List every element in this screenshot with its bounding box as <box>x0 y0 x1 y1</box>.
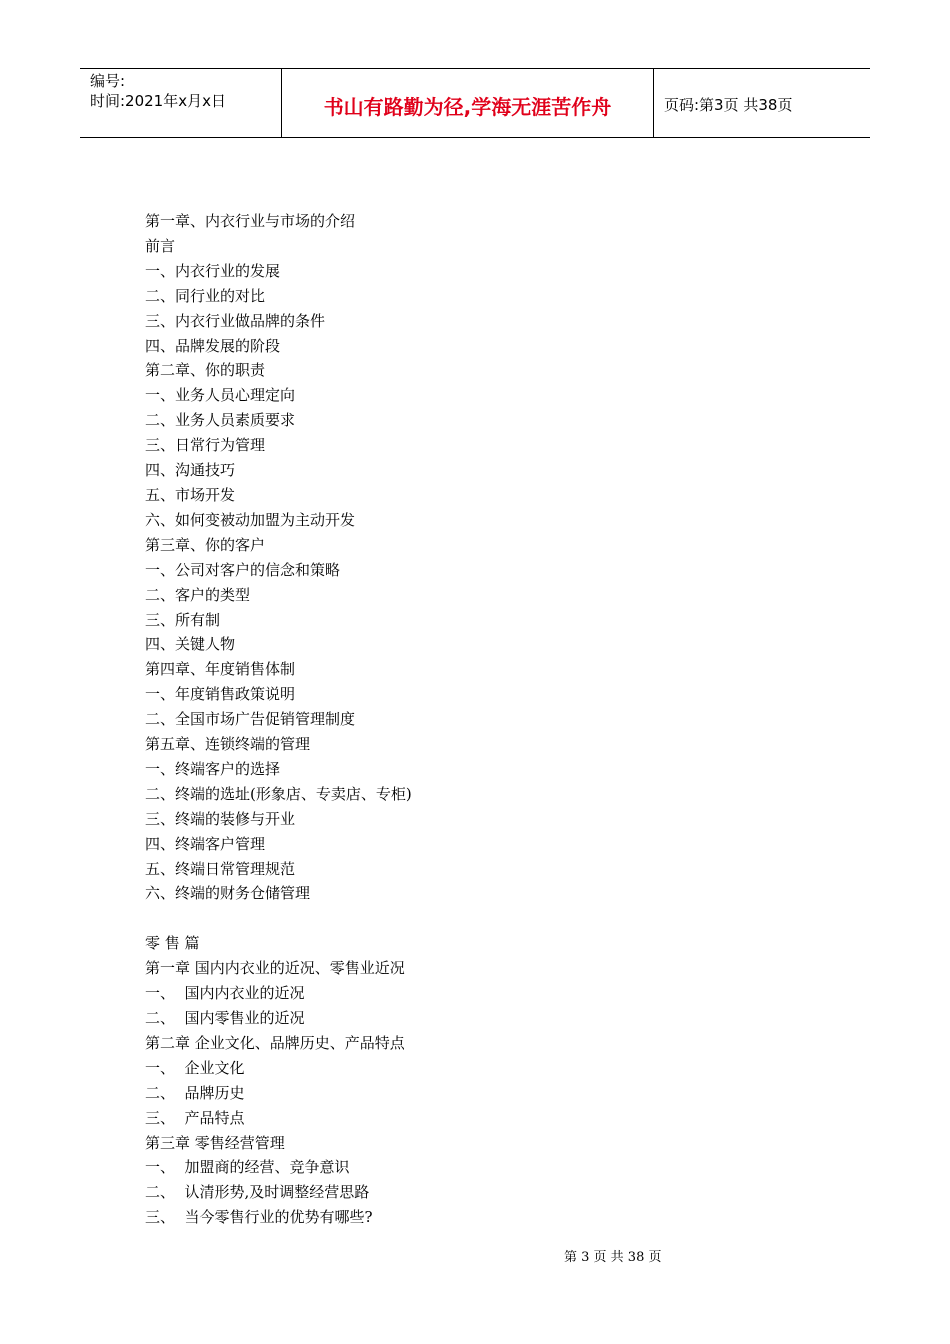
toc-item: 第五章、连锁终端的管理 <box>145 735 311 754</box>
toc-item: 零 售 篇 <box>145 934 200 953</box>
toc-item: 三、内衣行业做品牌的条件 <box>145 311 326 330</box>
toc-item: 五、终端日常管理规范 <box>145 859 296 878</box>
toc-item: 二、终端的选址(形象店、专卖店、专柜) <box>145 784 412 803</box>
toc-item: 第四章、年度销售体制 <box>145 660 296 679</box>
toc-item: 一、公司对客户的信念和策略 <box>145 560 341 579</box>
toc-item: 五、市场开发 <box>145 485 236 504</box>
header-page-info: 页码:第3页 共38页 <box>664 95 793 114</box>
toc-item: 二、全国市场广告促销管理制度 <box>145 710 356 729</box>
toc-item: 四、沟通技巧 <box>145 461 236 480</box>
toc-item: 四、终端客户管理 <box>145 834 266 853</box>
toc-item: 三、所有制 <box>145 610 221 629</box>
toc-item: 一、内衣行业的发展 <box>145 261 281 280</box>
toc-item: 第二章 企业文化、品牌历史、产品特点 <box>145 1033 405 1052</box>
toc-item: 前言 <box>145 236 176 255</box>
date-label: 时间:2021年x月x日 <box>90 92 226 110</box>
toc-item: 二、客户的类型 <box>145 585 251 604</box>
toc-item: 一、 国内内衣业的近况 <box>145 984 305 1003</box>
toc-item: 第一章 国内内衣业的近况、零售业近况 <box>145 959 405 978</box>
toc-item: 六、如何变被动加盟为主动开发 <box>145 510 356 529</box>
table-of-contents <box>145 209 412 1230</box>
header-meta <box>80 69 282 137</box>
toc-item: 四、品牌发展的阶段 <box>145 336 281 355</box>
toc-item: 四、关键人物 <box>145 635 236 654</box>
toc-item: 三、终端的装修与开业 <box>145 809 296 828</box>
toc-item: 一、业务人员心理定向 <box>145 386 296 405</box>
toc-item: 二、同行业的对比 <box>145 286 266 305</box>
toc-item: 二、业务人员素质要求 <box>145 411 296 430</box>
serial-label: 编号: <box>90 72 126 90</box>
toc-item: 第二章、你的职责 <box>145 361 266 380</box>
toc-item: 六、终端的财务仓储管理 <box>145 884 311 903</box>
toc-item: 二、 品牌历史 <box>145 1083 245 1102</box>
toc-item: 一、年度销售政策说明 <box>145 685 296 704</box>
toc-item: 二、 国内零售业的近况 <box>145 1008 305 1027</box>
toc-item: 一、 企业文化 <box>145 1058 245 1077</box>
toc-item: 三、 当今零售行业的优势有哪些? <box>145 1208 373 1227</box>
toc-spacer <box>145 906 412 931</box>
toc-item: 第一章、内衣行业与市场的介绍 <box>145 212 356 230</box>
header-motto: 书山有路勤为径,学海无涯苦作舟 <box>282 69 654 137</box>
toc-item: 一、终端客户的选择 <box>145 759 281 778</box>
toc-item: 第三章、你的客户 <box>145 535 266 554</box>
toc-item: 三、 产品特点 <box>145 1108 245 1127</box>
toc-item: 第三章 零售经营管理 <box>145 1133 285 1152</box>
page-header <box>80 68 870 138</box>
page-footer: 第 3 页 共 38 页 <box>564 1250 662 1265</box>
toc-item: 三、日常行为管理 <box>145 436 266 455</box>
toc-item: 二、 认清形势,及时调整经营思路 <box>145 1183 370 1202</box>
toc-item: 一、 加盟商的经营、竞争意识 <box>145 1158 350 1177</box>
